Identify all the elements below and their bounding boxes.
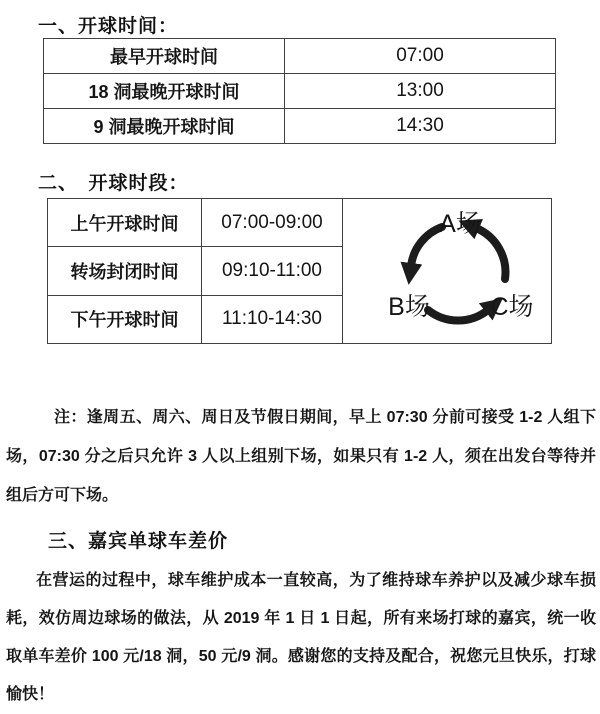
tee-time-value: 14:30 <box>285 109 556 144</box>
course-a-label: A场 <box>438 210 481 238</box>
arrow-a-to-b <box>411 227 442 266</box>
course-rotation-diagram <box>345 199 550 343</box>
section1-heading: 一、开球时间： <box>38 16 179 37</box>
tee-time-value: 13:00 <box>285 74 556 109</box>
table-row <box>48 199 552 247</box>
tee-period-label: 转场封闭时间 <box>48 247 202 295</box>
tee-period-value: 07:00-09:00 <box>202 199 343 247</box>
course-b-label: B场 <box>387 293 430 321</box>
tee-period-label: 上午开球时间 <box>48 199 202 247</box>
note-paragraph: 注：逢周五、周六、周日及节假日期间，早上 07:30 分前可接受 1-2 人组下场，07:30 分之后只允许 3 人以上组别下场，如果只有 1-2 人，须在出发台等待并组后方可下场。 <box>6 409 596 504</box>
course-rotation-cell <box>343 199 552 344</box>
table-row <box>44 74 556 109</box>
arrow-b-to-c <box>428 310 488 321</box>
tee-time-label: 最早开球时间 <box>44 39 285 74</box>
section3-heading: 三、嘉宾单球车差价 <box>48 531 229 552</box>
course-c-label: C场 <box>489 293 534 321</box>
tee-period-value: 11:10-14:30 <box>202 295 343 343</box>
table-row <box>44 39 556 74</box>
bottom-text-block <box>6 398 596 714</box>
section2-heading: 二、 开球时段： <box>38 173 189 194</box>
tee-period-value: 09:10-11:00 <box>202 247 343 295</box>
tee-time-label: 9 洞最晚开球时间 <box>44 109 285 144</box>
tee-period-table <box>47 198 552 344</box>
cart-fee-paragraph: 在营运的过程中，球车维护成本一直较高，为了维持球车养护以及减少球车损耗，效仿周边球场的做法，从 2019 年 1 日 1 日起，所有来场打球的嘉宾，统一收取单车差价 100 元/18 洞，50 元/9 洞。感谢您的支持及配合，祝您元旦快乐，打球愉快！ <box>6 572 596 703</box>
tee-period-label: 下午开球时间 <box>48 295 202 343</box>
table-row <box>44 109 556 144</box>
tee-time-table <box>43 38 556 144</box>
tee-time-value: 07:00 <box>285 39 556 74</box>
tee-time-label: 18 洞最晚开球时间 <box>44 74 285 109</box>
